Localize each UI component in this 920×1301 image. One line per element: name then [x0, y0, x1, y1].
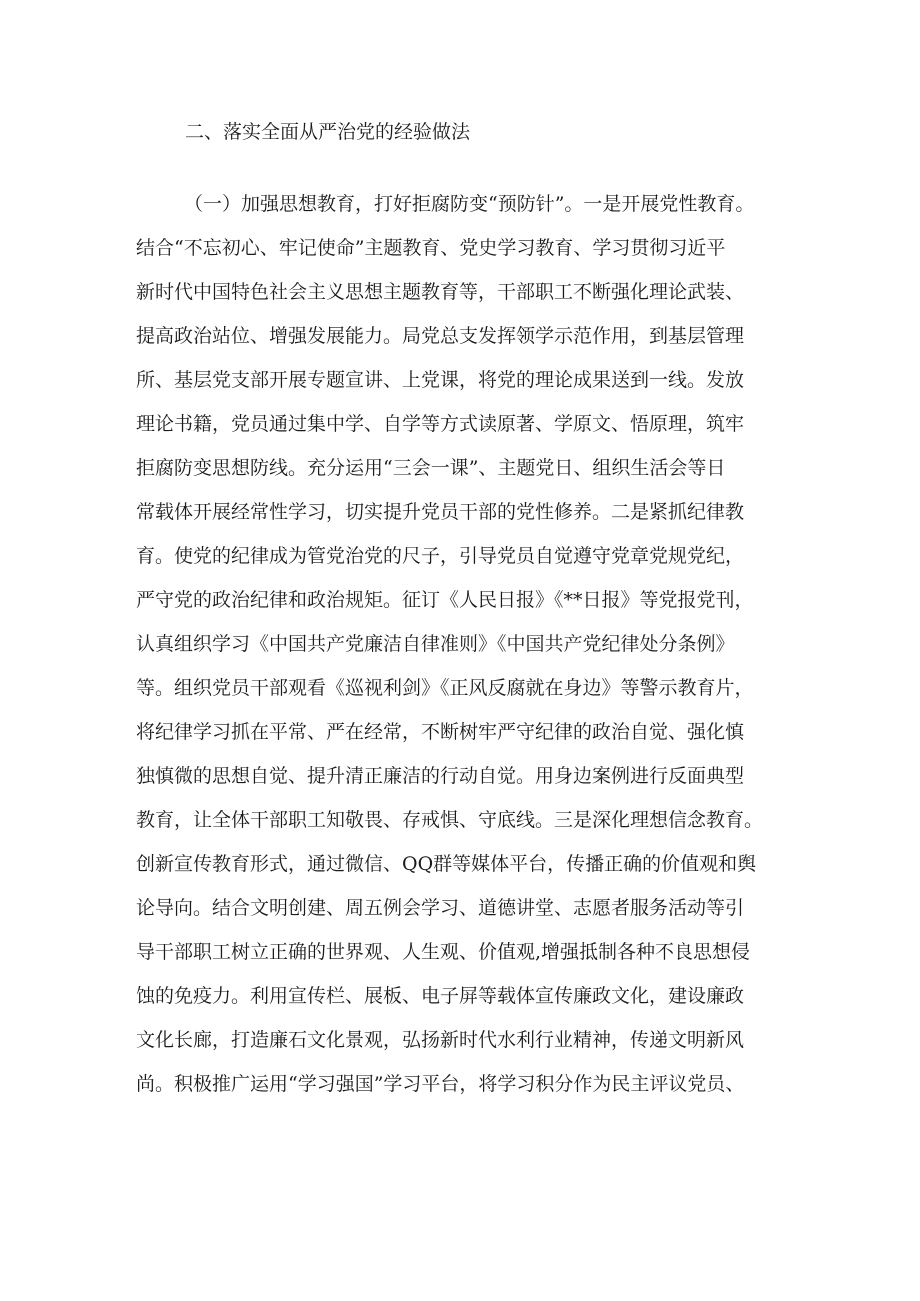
paragraph-line: 蚀的免疫力。利用宣传栏、展板、电子屏等载体宣传廉政文化，建设廉政	[136, 985, 745, 1007]
paragraph-line: 新时代中国特色社会主义思想主题教育等，干部职工不断强化理论武装、	[136, 281, 745, 303]
paragraph-line: （一）加强思想教育，打好拒腐防变“预防针”。一是开展党性教育。	[184, 193, 755, 215]
paragraph-line: 育。使党的纪律成为管党治党的尺子，引导党员自觉遵守党章党规党纪，	[136, 545, 745, 567]
paragraph-line: 将纪律学习抓在平常、严在经常，不断树牢严守纪律的政治自觉、强化慎	[136, 721, 745, 743]
paragraph-line: 拒腐防变思想防线。充分运用“三会一课”、主题党日、组织生活会等日	[136, 457, 726, 479]
paragraph-line: 创新宣传教育形式，通过微信、QQ群等媒体平台，传播正确的价值观和舆	[136, 853, 757, 875]
paragraph-line: 导干部职工树立正确的世界观、人生观、价值观,增强抵制各种不良思想侵	[136, 941, 751, 963]
paragraph-line: 提高政治站位、增强发展能力。局党总支发挥领学示范作用，到基层管理	[136, 325, 745, 347]
paragraph-line: 常载体开展经常性学习，切实提升党员干部的党性修养。二是紧抓纪律教	[136, 501, 745, 523]
paragraph-line: 理论书籍，党员通过集中学、自学等方式读原著、学原文、悟原理，筑牢	[136, 413, 745, 435]
paragraph-line: 严守党的政治纪律和政治规矩。征订《人民日报》《**日报》等党报党刊，	[136, 589, 754, 611]
paragraph-line	[136, 1106, 796, 1150]
paragraph-line	[136, 1150, 796, 1194]
paragraph-line: 独慎微的思想自觉、提升清正廉洁的行动自觉。用身边案例进行反面典型	[136, 765, 745, 787]
section-heading: 二、落实全面从严治党的经验做法	[185, 121, 471, 143]
paragraph-line: 尚。积极推广运用“学习强国”学习平台，将学习积分作为民主评议党员、	[136, 1073, 745, 1095]
paragraph-line: 等。组织党员干部观看《巡视利剑》《正风反腐就在身边》等警示教育片，	[136, 677, 754, 699]
body-paragraph	[136, 182, 796, 1194]
paragraph-line: 教育，让全体干部职工知敬畏、存戒惧、守底线。三是深化理想信念教育。	[136, 809, 764, 831]
paragraph-line: 结合“不忘初心、牢记使命”主题教育、党史学习教育、学习贯彻习近平	[136, 237, 726, 259]
paragraph-line: 论导向。结合文明创建、周五例会学习、道德讲堂、志愿者服务活动等引	[136, 897, 745, 919]
paragraph-line: 认真组织学习《中国共产党廉洁自律准则》《中国共产党纪律处分条例》	[136, 633, 735, 655]
paragraph-line: 所、基层党支部开展专题宣讲、上党课，将党的理论成果送到一线。发放	[136, 369, 745, 391]
paragraph-line: 文化长廊，打造廉石文化景观，弘扬新时代水利行业精神，传递文明新风	[136, 1029, 745, 1051]
